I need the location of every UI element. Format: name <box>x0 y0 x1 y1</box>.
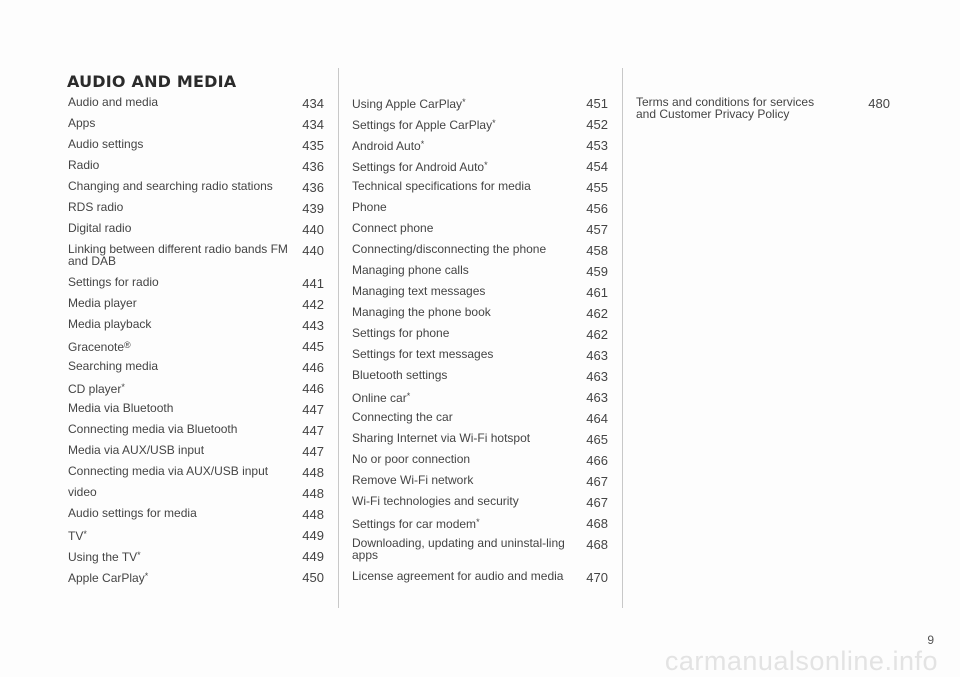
toc-entry-title <box>352 221 586 234</box>
toc-entry-page: 449 <box>302 528 324 543</box>
toc-entry-title <box>68 401 302 414</box>
toc-entry[interactable] <box>68 401 324 422</box>
toc-entry-page: 441 <box>302 276 324 291</box>
toc-entry-title-text: Connecting/disconnecting the phone <box>352 242 547 256</box>
toc-entry-title-text: Connect phone <box>352 221 434 235</box>
toc-entry[interactable] <box>352 263 608 284</box>
toc-column-1 <box>68 95 324 590</box>
toc-entry-page: 436 <box>302 159 324 174</box>
toc-entry-title-text: CD player <box>68 382 122 396</box>
toc-entry-title <box>352 389 586 404</box>
toc-entry-title <box>352 452 586 465</box>
toc-entry-title-text: Terms and conditions for services and Customer Privacy Policy <box>636 95 815 121</box>
toc-entry-page: 440 <box>302 243 324 258</box>
toc-entry-title <box>68 137 302 150</box>
toc-entry-title-text: Connecting the car <box>352 410 453 424</box>
toc-entry-page: 461 <box>586 285 608 300</box>
toc-entry-title <box>68 485 302 498</box>
toc-entry-page: 463 <box>586 390 608 405</box>
toc-entry-title <box>352 536 586 561</box>
toc-entry[interactable] <box>68 359 324 380</box>
toc-entry-page: 454 <box>586 159 608 174</box>
toc-entry-title-text: Media playback <box>68 317 152 331</box>
toc-entry-title-text: Audio settings <box>68 137 144 151</box>
toc-entry-page: 442 <box>302 297 324 312</box>
toc-entry-title-text: Apps <box>68 116 96 130</box>
toc-entry-page: 452 <box>586 117 608 132</box>
toc-entry-page: 448 <box>302 507 324 522</box>
toc-entry[interactable] <box>352 410 608 431</box>
toc-entry-page: 443 <box>302 318 324 333</box>
toc-entry[interactable] <box>352 389 608 410</box>
toc-entry[interactable] <box>352 368 608 389</box>
toc-entry[interactable] <box>352 515 608 536</box>
toc-entry-title-text: Searching media <box>68 359 159 373</box>
toc-entry-marker: * <box>462 97 466 107</box>
toc-entry-title <box>68 200 302 213</box>
toc-entry[interactable] <box>68 95 324 116</box>
toc-entry[interactable] <box>68 179 324 200</box>
toc-entry-title-text: Radio <box>68 158 100 172</box>
toc-entry-page: 445 <box>302 339 324 354</box>
toc-entry[interactable] <box>352 284 608 305</box>
toc-entry-title-text: License agreement for audio and media <box>352 569 564 583</box>
toc-entry[interactable] <box>68 221 324 242</box>
toc-column-2 <box>352 95 608 590</box>
toc-entry-page: 439 <box>302 201 324 216</box>
toc-entry-title-text: Downloading, updating and uninstal-ling apps <box>352 536 565 562</box>
toc-entry-page: 462 <box>586 327 608 342</box>
toc-entry[interactable] <box>352 569 608 590</box>
toc-entry-title <box>352 158 586 173</box>
toc-entry[interactable] <box>68 137 324 158</box>
toc-entry-page: 450 <box>302 570 324 585</box>
toc-entry-title-text: Linking between different radio bands FM and DAB <box>68 242 288 268</box>
toc-entry-page: 435 <box>302 138 324 153</box>
toc-entry-page: 459 <box>586 264 608 279</box>
toc-entry-page: 463 <box>586 348 608 363</box>
toc-entry[interactable] <box>68 200 324 221</box>
toc-entry-title-text: Connecting media via Bluetooth <box>68 422 238 436</box>
toc-column-3 <box>636 95 890 128</box>
toc-entry-page: 440 <box>302 222 324 237</box>
toc-entry-page: 468 <box>586 516 608 531</box>
toc-entry-title-text: Phone <box>352 200 387 214</box>
toc-entry-title <box>352 410 586 423</box>
toc-entry-title <box>352 494 586 507</box>
toc-entry-page: 458 <box>586 243 608 258</box>
toc-entry[interactable] <box>352 116 608 137</box>
toc-entry[interactable] <box>352 95 608 116</box>
toc-entry[interactable] <box>352 305 608 326</box>
toc-entry-title-text: Gracenote <box>68 340 125 354</box>
toc-entry-title-text: Using the TV <box>68 550 138 564</box>
toc-entry-title-text: Media via Bluetooth <box>68 401 174 415</box>
toc-entry-marker: * <box>476 517 480 527</box>
toc-entry-title <box>352 326 586 339</box>
toc-entry[interactable] <box>352 221 608 242</box>
toc-entry[interactable] <box>68 569 324 590</box>
toc-entry-page: 465 <box>586 432 608 447</box>
toc-entry-title <box>68 443 302 456</box>
toc-entry-title-text: Settings for radio <box>68 275 159 289</box>
toc-entry-title <box>352 179 586 192</box>
toc-entry-marker: * <box>406 391 411 401</box>
toc-entry-page: 466 <box>586 453 608 468</box>
toc-entry-title <box>68 116 302 129</box>
toc-entry-page: 453 <box>586 138 608 153</box>
toc-entry[interactable] <box>68 464 324 485</box>
toc-entry[interactable] <box>352 536 608 569</box>
toc-entry-title <box>352 515 586 530</box>
toc-entry-page: 434 <box>302 117 324 132</box>
toc-entry-title-text: Managing text messages <box>352 284 486 298</box>
toc-entry-title <box>352 473 586 486</box>
toc-entry-title-text: Settings for Android Auto <box>352 160 485 174</box>
toc-entry-title <box>68 275 302 288</box>
toc-entry-title <box>352 116 586 131</box>
column-divider <box>338 68 339 608</box>
toc-entry-title <box>68 464 302 477</box>
toc-entry[interactable] <box>352 179 608 200</box>
toc-entry-marker: * <box>121 382 125 392</box>
toc-entry-title <box>352 200 586 213</box>
toc-entry-title <box>352 347 586 360</box>
toc-entry-title <box>68 296 302 309</box>
toc-entry-title <box>68 527 302 542</box>
toc-entry-title-text: Remove Wi-Fi network <box>352 473 474 487</box>
toc-entry-title-text: No or poor connection <box>352 452 471 466</box>
toc-entry-title-text: Audio and media <box>68 95 159 109</box>
toc-entry-page: 468 <box>586 537 608 552</box>
toc-entry-page: 448 <box>302 465 324 480</box>
toc-entry-page: 446 <box>302 360 324 375</box>
toc-entry[interactable] <box>68 485 324 506</box>
toc-entry-title <box>636 95 868 120</box>
toc-entry-title <box>68 242 302 267</box>
toc-entry-page: 480 <box>868 96 890 111</box>
toc-entry-title-text: Media player <box>68 296 137 310</box>
toc-entry-page: 470 <box>586 570 608 585</box>
toc-entry-title-text: Settings for car modem <box>352 517 477 531</box>
toc-entry[interactable] <box>68 527 324 548</box>
toc-entry-page: 462 <box>586 306 608 321</box>
toc-entry-page: 434 <box>302 96 324 111</box>
toc-entry-marker: * <box>144 571 149 581</box>
toc-entry-page: 447 <box>302 423 324 438</box>
toc-entry-title <box>352 263 586 276</box>
column-divider <box>622 68 623 608</box>
toc-entry[interactable] <box>68 443 324 464</box>
toc-entry[interactable] <box>68 116 324 137</box>
toc-entry-marker: * <box>83 529 87 539</box>
toc-entry-title <box>68 359 302 372</box>
toc-entry-title <box>352 431 586 444</box>
toc-entry-title <box>352 305 586 318</box>
toc-entry-title-text: Digital radio <box>68 221 132 235</box>
toc-entry-page: 446 <box>302 381 324 396</box>
toc-entry-page: 467 <box>586 495 608 510</box>
toc-entry[interactable] <box>352 137 608 158</box>
toc-entry[interactable] <box>352 431 608 452</box>
toc-entry-title <box>352 368 586 381</box>
toc-entry-title-text: Sharing Internet via Wi-Fi hotspot <box>352 431 531 445</box>
toc-entry-marker: * <box>420 139 425 149</box>
toc-entry-marker: * <box>484 160 488 170</box>
toc-entry[interactable] <box>352 347 608 368</box>
toc-entry-title-text: Media via AUX/USB input <box>68 443 205 457</box>
toc-entry-title-text: Online car <box>352 391 407 405</box>
toc-entry-title <box>352 242 586 255</box>
toc-entry-title <box>68 506 302 519</box>
toc-entry[interactable] <box>352 200 608 221</box>
toc-entry-title-text: Audio settings for media <box>68 506 197 520</box>
toc-entry-title <box>68 422 302 435</box>
toc-entry-marker: * <box>137 550 141 560</box>
toc-entry-title-text: Technical specifications for media <box>352 179 531 193</box>
toc-entry-title-text: Changing and searching radio stations <box>68 179 273 193</box>
toc-entry[interactable] <box>68 242 324 275</box>
section-title: AUDIO AND MEDIA <box>67 72 237 91</box>
toc-entry[interactable] <box>352 473 608 494</box>
toc-entry[interactable] <box>636 95 890 128</box>
toc-entry-title <box>352 569 586 582</box>
toc-entry-title <box>68 569 302 584</box>
toc-entry-page: 447 <box>302 402 324 417</box>
toc-entry-title-text: Managing phone calls <box>352 263 469 277</box>
toc-entry-title <box>68 221 302 234</box>
toc-entry-title <box>68 179 302 192</box>
toc-entry-page: 463 <box>586 369 608 384</box>
toc-entry-page: 456 <box>586 201 608 216</box>
toc-entry-title <box>68 548 302 563</box>
toc-entry-page: 449 <box>302 549 324 564</box>
toc-entry-title-text: Connecting media via AUX/USB input <box>68 464 269 478</box>
toc-entry-page: 455 <box>586 180 608 195</box>
toc-entry-marker: ® <box>124 340 131 350</box>
toc-entry-title-text: Settings for phone <box>352 326 450 340</box>
toc-entry[interactable] <box>68 422 324 443</box>
toc-entry-title-text: Android Auto <box>352 139 421 153</box>
toc-entry-title <box>68 338 302 353</box>
watermark: carmanualsonline.info <box>664 646 938 676</box>
toc-entry[interactable] <box>68 275 324 296</box>
toc-entry-title-text: Wi-Fi technologies and security <box>352 494 519 508</box>
toc-entry-title-text: Settings for text messages <box>352 347 494 361</box>
toc-entry-title-text: Using Apple CarPlay <box>352 97 463 111</box>
toc-entry-title <box>68 95 302 108</box>
toc-entry-title <box>68 317 302 330</box>
toc-entry-page: 436 <box>302 180 324 195</box>
toc-entry[interactable] <box>352 494 608 515</box>
toc-entry-title <box>68 380 302 395</box>
toc-entry-marker: * <box>492 118 496 128</box>
toc-entry[interactable] <box>68 506 324 527</box>
toc-entry[interactable] <box>68 158 324 179</box>
toc-entry[interactable] <box>352 242 608 263</box>
toc-entry-title <box>352 95 586 110</box>
toc-entry-title-text: video <box>68 485 97 499</box>
toc-entry[interactable] <box>352 158 608 179</box>
toc-entry-page: 457 <box>586 222 608 237</box>
toc-entry[interactable] <box>352 326 608 347</box>
toc-entry[interactable] <box>352 452 608 473</box>
toc-entry-title-text: Bluetooth settings <box>352 368 448 382</box>
toc-entry-title-text: RDS radio <box>68 200 124 214</box>
toc-entry[interactable] <box>68 548 324 569</box>
toc-entry[interactable] <box>68 317 324 338</box>
toc-entry-page: 447 <box>302 444 324 459</box>
toc-entry-page: 467 <box>586 474 608 489</box>
toc-entry-title <box>352 137 586 152</box>
toc-entry-title-text: Managing the phone book <box>352 305 491 319</box>
toc-entry-title <box>68 158 302 171</box>
page-number: 9 <box>927 633 934 647</box>
toc-entry[interactable] <box>68 380 324 401</box>
toc-entry-title-text: Settings for Apple CarPlay <box>352 118 493 132</box>
toc-entry-page: 464 <box>586 411 608 426</box>
toc-entry-title <box>352 284 586 297</box>
toc-entry-page: 448 <box>302 486 324 501</box>
toc-entry-title-text: TV <box>68 529 84 543</box>
toc-entry[interactable] <box>68 338 324 359</box>
toc-entry[interactable] <box>68 296 324 317</box>
toc-entry-title-text: Apple CarPlay <box>68 571 145 585</box>
toc-entry-page: 451 <box>586 96 608 111</box>
